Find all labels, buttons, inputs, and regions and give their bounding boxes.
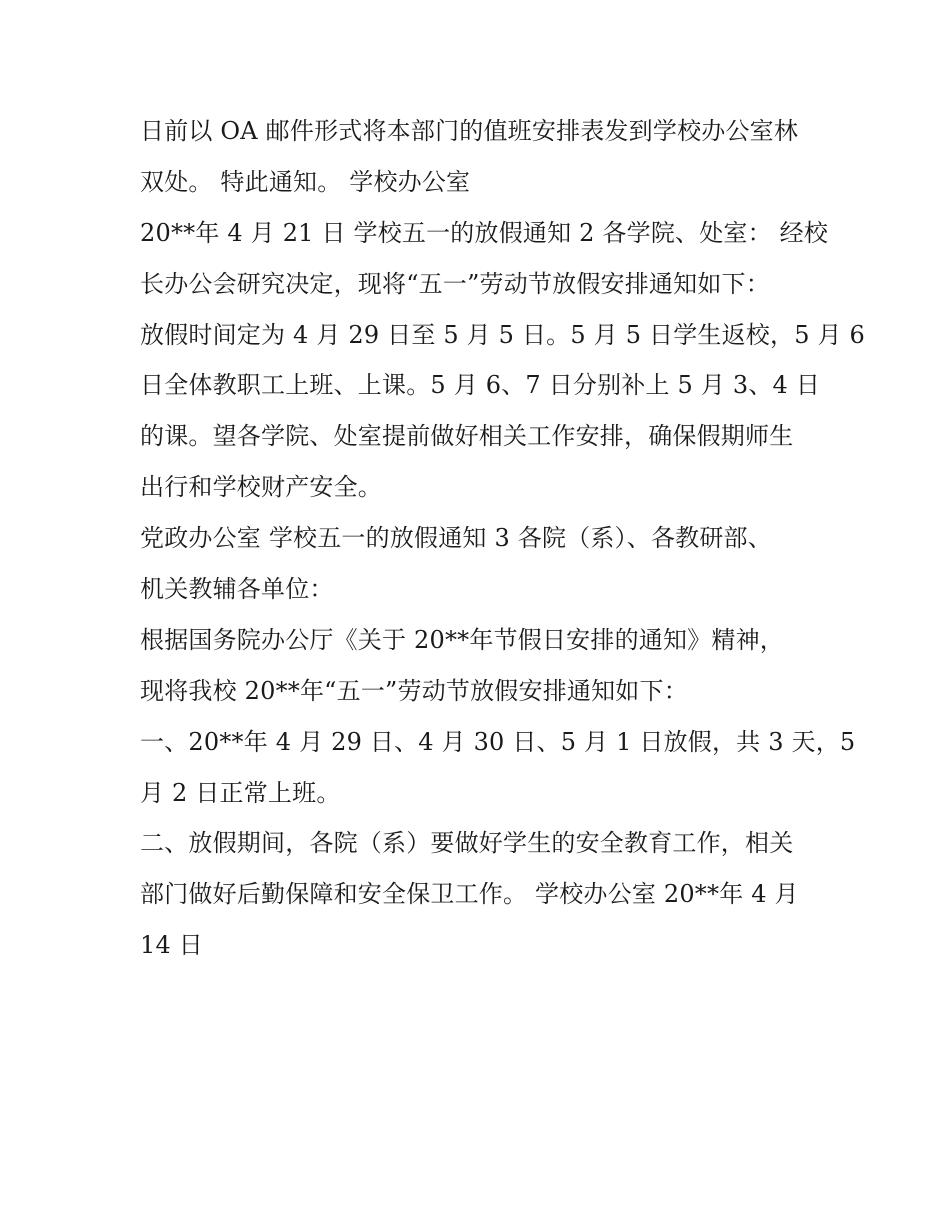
text-line: 出行和学校财产安全。: [140, 473, 382, 502]
text-line: 二、放假期间，各院（系）要做好学生的安全教育工作，相关: [140, 829, 794, 858]
text-line: 的课。望各学院、处室提前做好相关工作安排，确保假期师生: [140, 422, 794, 451]
text-line: 日前以 OA 邮件形式将本部门的值班安排表发到学校办公室林: [140, 117, 799, 145]
text-line: 日全体教职工上班、上课。5 月 6、7 日分别补上 5 月 3、4 日: [140, 371, 821, 400]
text-line: 根据国务院办公厅《关于 20**年节假日安排的通知》精神，: [140, 625, 784, 654]
text-line: 放假时间定为 4 月 29 日至 5 月 5 日。5 月 5 日学生返校，5 月 6: [140, 320, 865, 349]
text-line: 14 日: [140, 931, 203, 960]
text-line: 现将我校 20**年“五一”劳动节放假安排通知如下：: [140, 676, 688, 705]
text-line: 20**年 4 月 21 日 学校五一的放假通知 2 各学院、处室： 经校: [140, 218, 829, 247]
text-line: 机关教辅各单位：: [140, 575, 334, 604]
text-line: 部门做好后勤保障和安全保卫工作。 学校办公室 20**年 4 月: [140, 880, 799, 909]
text-line: 一、20**年 4 月 29 日、4 月 30 日、5 月 1 日放假，共 3 天，5: [140, 727, 856, 756]
text-line: 党政办公室 学校五一的放假通知 3 各院（系）、各教研部、: [140, 524, 772, 553]
document-body: [140, 106, 865, 971]
text-line: 双处。 特此通知。 学校办公室: [140, 167, 471, 196]
text-line: 月 2 日正常上班。: [140, 778, 341, 807]
text-line: 长办公会研究决定，现将“五一”劳动节放假安排通知如下：: [140, 269, 770, 298]
